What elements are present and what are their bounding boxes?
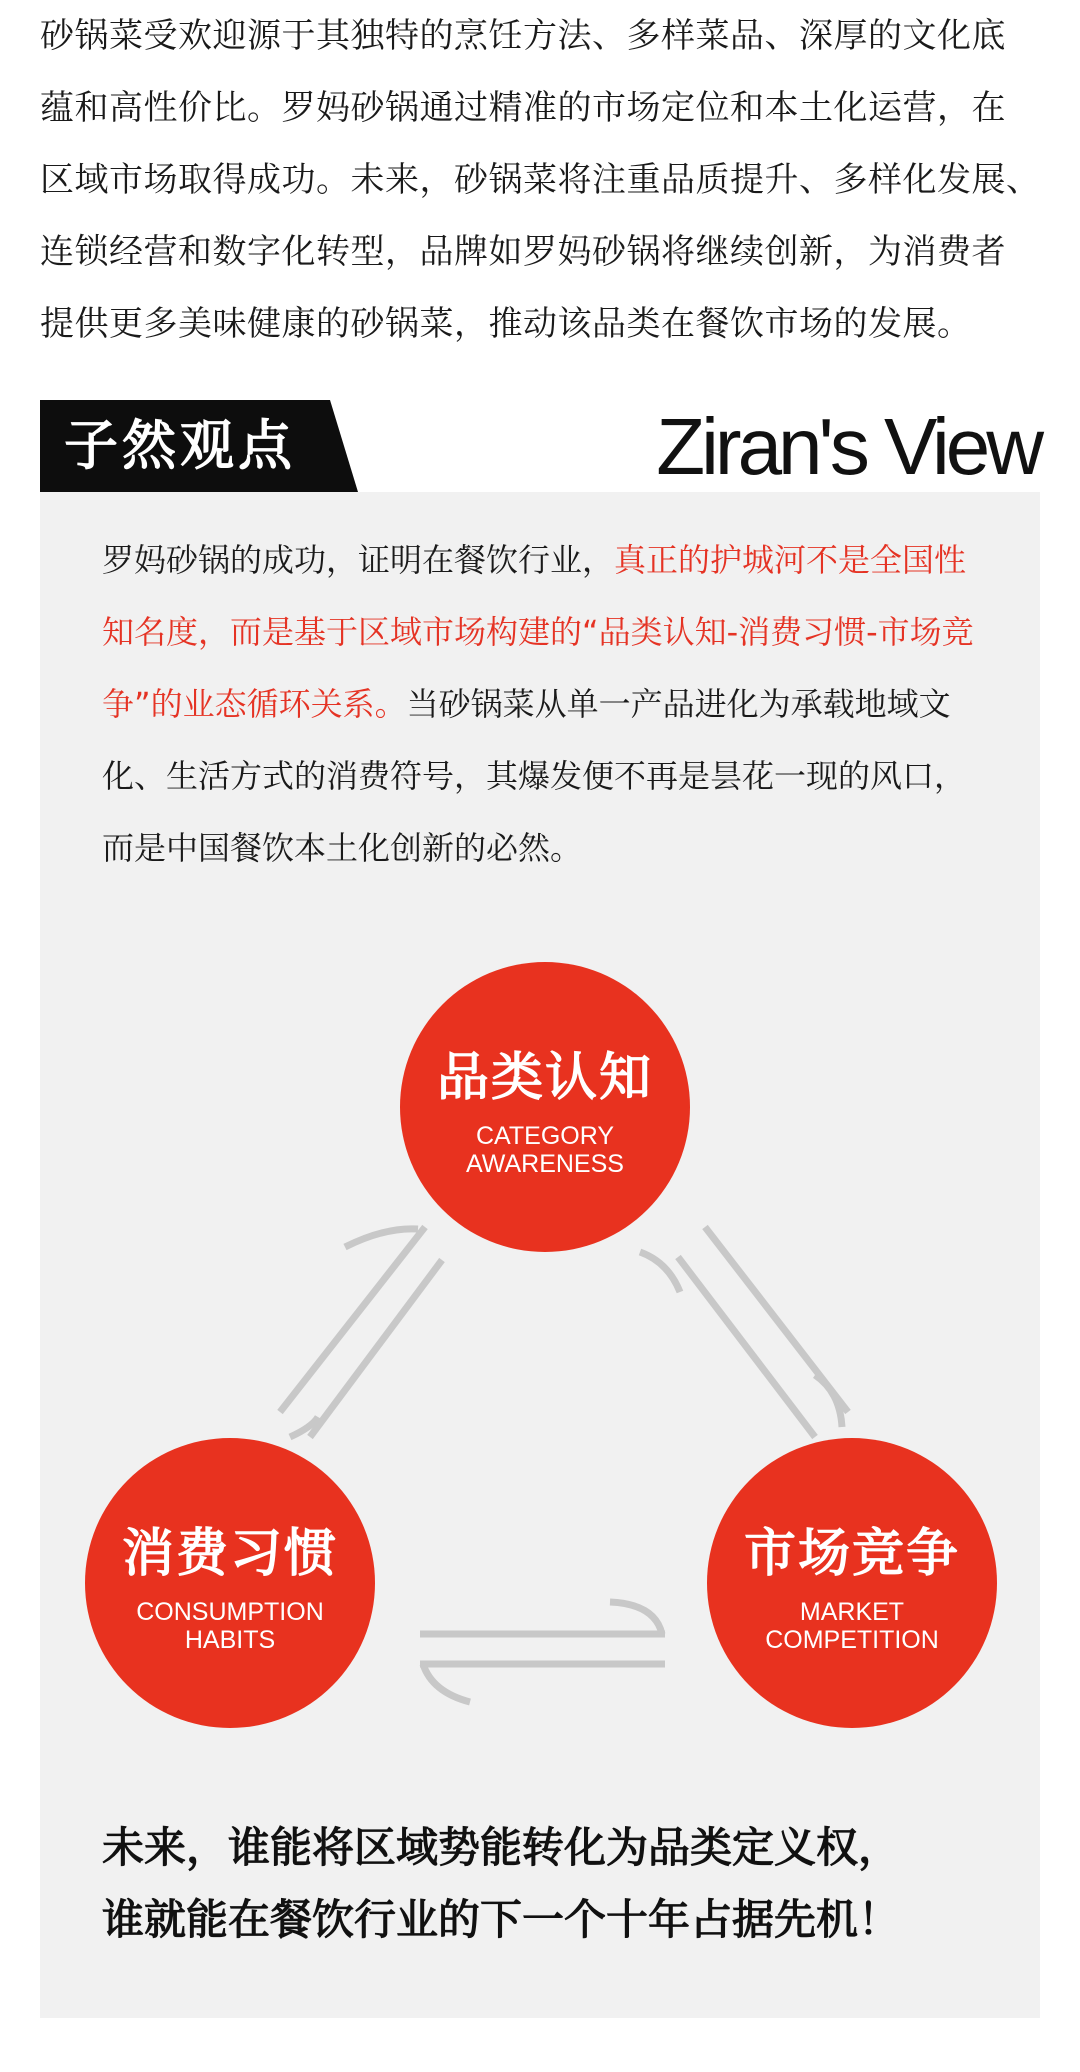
view-paragraph — [102, 524, 982, 884]
section-title-badge — [40, 400, 358, 492]
section-title-cn: 子然观点 — [64, 414, 296, 477]
node-label-cn: 品类认知 — [436, 1048, 653, 1108]
view-text-highlight: 真正的护城河不是全国性知名度，而是基于区域市场构建的“品类认知-消费习惯-市场竞争”的业态循环关系。 — [102, 541, 974, 723]
intro-line: 区域市场取得成功。未来，砂锅菜将注重品质提升、多样化发展、 — [40, 160, 1041, 200]
arrow-top-left-return — [290, 1260, 442, 1437]
intro-line: 提供更多美味健康的砂锅菜，推动该品类在餐饮市场的发展。 — [40, 304, 972, 344]
arrow-right-top-return — [640, 1252, 815, 1437]
view-panel — [40, 492, 1040, 2018]
intro-paragraph — [40, 0, 1040, 360]
view-text-plain: 罗妈砂锅的成功，证明在餐饮行业， — [102, 541, 615, 579]
conclusion-line: 未来，谁能将区域势能转化为品类定义权， — [102, 1823, 901, 1872]
node-label-en: MARKET COMPETITION — [765, 1598, 939, 1654]
node-label-cn: 消费习惯 — [121, 1524, 338, 1584]
view-text-plain-end: 当砂锅菜从单一产品进化为承载地域文化、生活方式的消费符号，其爆发便不再是昙花一现的风口，而是中国餐饮本土化创新的必然。 — [102, 685, 967, 867]
conclusion-text — [102, 1812, 1002, 1956]
cycle-node-category-awareness — [400, 962, 690, 1252]
intro-line: 蕴和高性价比。罗妈砂锅通过精准的市场定位和本土化运营，在 — [40, 88, 1006, 128]
intro-line: 砂锅菜受欢迎源于其独特的烹饪方法、多样菜品、深厚的文化底 — [40, 16, 1006, 56]
cycle-node-market-competition — [707, 1438, 997, 1728]
arrow-top-right-outgoing — [705, 1227, 848, 1427]
section-title-en: Ziran's View — [656, 402, 1040, 491]
conclusion-line: 谁就能在餐饮行业的下一个十年占据先机！ — [102, 1895, 901, 1944]
intro-line: 连锁经营和数字化转型，品牌如罗妈砂锅将继续创新，为消费者 — [40, 232, 1006, 272]
arrow-left-right-outgoing — [420, 1602, 665, 1634]
arrow-right-left-return — [420, 1664, 665, 1702]
cycle-node-consumption-habits — [85, 1438, 375, 1728]
node-label-cn: 市场竞争 — [743, 1524, 960, 1584]
node-label-en: CONSUMPTION HABITS — [136, 1598, 324, 1654]
node-label-en: CATEGORY AWARENESS — [466, 1122, 624, 1178]
